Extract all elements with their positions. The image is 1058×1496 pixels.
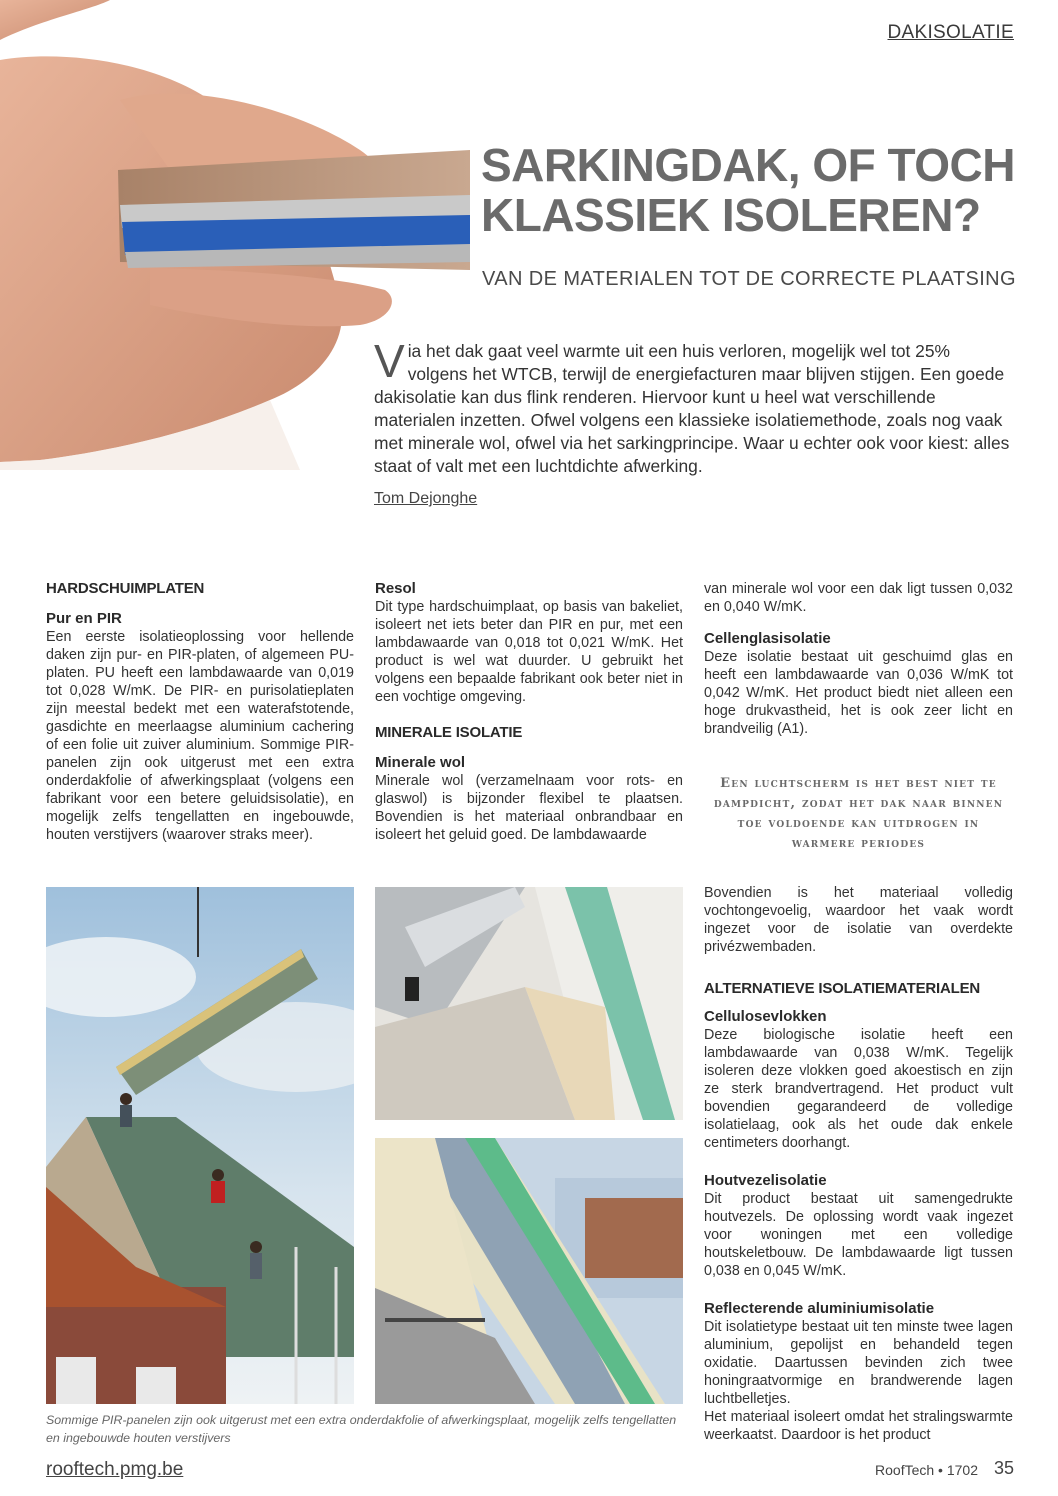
column-2 [375,580,683,844]
heading-hardschuimplaten: HARDSCHUIMPLATEN [46,580,205,597]
paragraph-cellenglas-cont: Bovendien is het materiaal volledig vochtongevoelig, waardoor het vaak wordt ingezet voor de isolatie van overdekte privézwembaden. [704,885,1013,955]
photo-caption: Sommige PIR-panelen zijn ook uitgerust met een extra onderdakfolie of afwerkingsplaat, mogelijk zelfs tengellatten en ingebouwde houten verstijvers [46,1413,677,1445]
subheading-pur-pir: Pur en PIR [46,610,122,627]
paragraph-resol: Dit type hardschuimplaat, op basis van bakeliet, isoleert net iets beter dan PIR en pur, met een lambdawaarde van 0,018 tot 0,021 W/mK. Het product is wel wat duurder. U gebruikt het volgens een bepaalde fabrikant ook beter niet in een vochtige omgeving. [375,599,683,705]
heading-minerale-isolatie: MINERALE ISOLATIE [375,724,523,741]
page-number: 35 [993,1458,1014,1478]
paragraph-minerale-wol: Minerale wol (verzamelnaam voor rots- en glaswol) is bijzonder flexibel te plaatsen. Bovendien is het materiaal onbrandbaar en isoleert het geluid goed. De lambdawaarde [375,773,683,843]
article-subtitle: VAN DE MATERIALEN TOT DE CORRECTE PLAATSING [482,268,1016,290]
article-title: SARKINGDAK, OF TOCH KLASSIEK ISOLEREN? [481,139,1015,241]
column-1 [46,580,354,844]
author-link[interactable]: Tom Dejonghe [374,490,478,507]
subheading-houtvezel: Houtvezelisolatie [704,1172,827,1189]
subheading-minerale-wol: Minerale wol [375,754,466,771]
paragraph-cellenglas: Deze isolatie bestaat uit geschuimd glas en heeft een lambdawaarde van 0,036 W/mK tot 0,042 W/mK. Het product biedt niet alleen een hoge drukvastheid, het is ook zeer licht en brandveilig (A1). [704,649,1013,737]
paragraph-aluminium: Dit isolatietype bestaat uit ten minste twee lagen aluminium, gepolijst en behandeld tegen oxidatie. Daartussen bevinden zich twee honingraatvormige en brandwerende lagen luchtbelletjes. [704,1319,1013,1407]
subheading-cellulose: Cellulosevlokken [704,1008,827,1025]
subheading-resol: Resol [375,580,416,597]
paragraph-cellulose: Deze biologische isolatie heeft een lambdawaarde van 0,038 W/mK. Tegelijk isoleren deze vlokken goed akoestisch en zijn ze sterk brandvertragend. Het product vult bovendien gegarandeerd de volledige isolatielaag, ook als het oude dak enkele centimeters doorhangt. [704,1027,1013,1151]
subheading-aluminium: Reflecterende aluminiumisolatie [704,1300,935,1317]
intro-text: ia het dak gaat veel warmte uit een huis verloren, mogelijk wel tot 25% volgens het WTCB, terwijl de energiefacturen maar blijven stijgen. Een goede dakisolatie kan dus flink renderen. Hiervoor kunt u heel wat verschillende materialen inzetten. Ofwel volgens een klassieke isolatiemethode, zoals nog vaak met minerale wol, ofwel via het sarkingprincipe. Waar u echter ook voor kiest: alles staat of valt met een luchtdichte afwerking. [374,341,1010,476]
intro-paragraph [374,335,1010,478]
heading-alternatieve: ALTERNATIEVE ISOLATIEMATERIALEN [704,980,981,997]
section-tag: DAKISOLATIE [887,22,1014,43]
footer-publication: RoofTech • 1702 [875,1462,978,1478]
photo-crane-roof [46,887,354,1404]
paragraph-houtvezel: Dit product bestaat uit samengedrukte houtvezels. De oplossing wordt vaak ingezet voor woningen met een volledige houtskeletbouw. De lambdawaarde ligt tussen 0,038 en 0,045 W/mK. [704,1191,1013,1279]
photo-roof-panels [375,1138,683,1404]
paragraph-aluminium-cont: Het materiaal isoleert omdat het stralingswarmte weerkaatst. Daardoor is het product [704,1409,1013,1443]
paragraph-minerale-wol-cont: van minerale wol voor een dak ligt tussen 0,032 en 0,040 W/mK. [704,581,1013,615]
column-3 [704,580,1013,1444]
paragraph-pur-pir: Een eerste isolatieoplossing voor hellende daken zijn pur- en PIR-platen, of algemeen PU-platen. PU heeft een lambdawaarde van 0,019 tot 0,028 W/mK. De PIR- en purisolatieplaten zijn meestal bedekt met een waterafstotende, gasdichte en meerlaagse aluminium cachering of een folie uit zuiver aluminium. Sommige PIR-panelen zijn ook uitgerust met een extra onderdakfolie of afwerkingsplaat (volgens een fabrikant voor een betere geluidsisolatie), en mogelijk zelfs tengellatten en ingebouwde, houten verstijvers (waarover straks meer). [46,629,354,843]
dropcap: V [374,335,405,387]
pull-quote: Een luchtscherm is het best niet te dampdicht, zodat het dak naar binnen toe voldoende kan uitdrogen in warmere periodes [713,776,1004,851]
subheading-cellenglas: Cellenglasisolatie [704,630,831,647]
footer-url-link[interactable]: rooftech.pmg.be [46,1459,184,1480]
photo-membrane [375,887,683,1120]
